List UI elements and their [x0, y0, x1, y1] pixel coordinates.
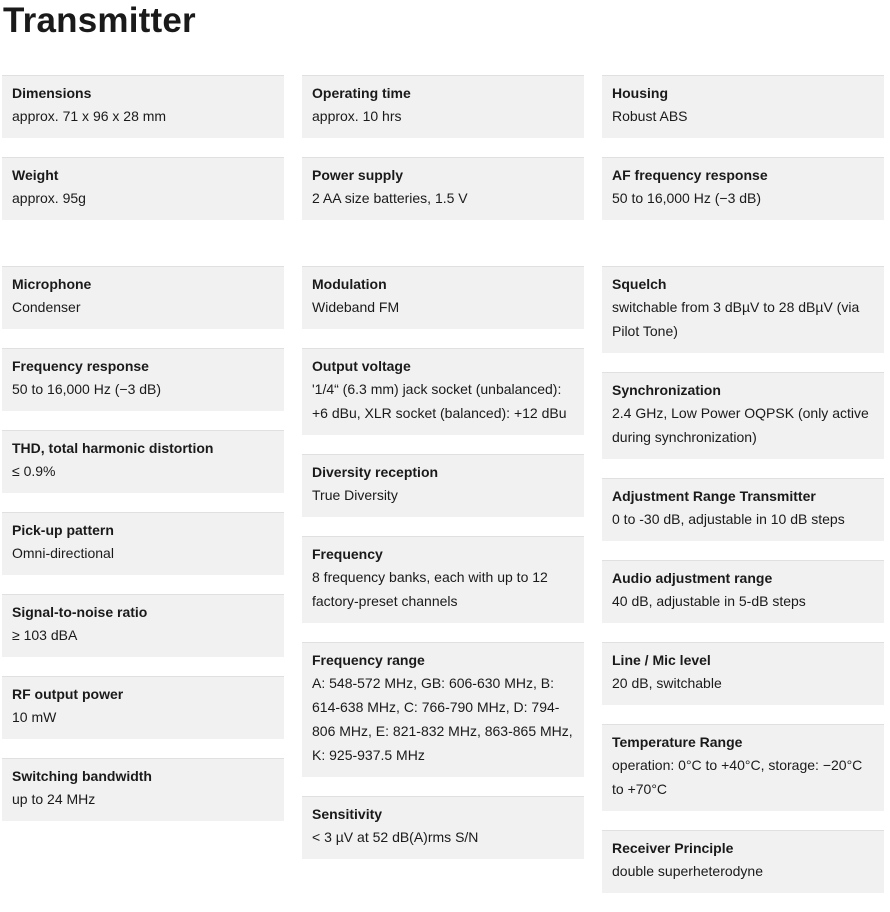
spec-card [302, 157, 584, 220]
spec-value: approx. 71 x 96 x 28 mm [12, 108, 167, 124]
page-title: Transmitter [3, 1, 196, 40]
spec-value: Omni-directional [12, 545, 114, 561]
spec-card [2, 758, 284, 821]
spec-card [602, 724, 884, 811]
spec-value: < 3 µV at 52 dB(A)rms S/N [312, 829, 479, 845]
spec-value: ≥ 103 dBA [12, 627, 78, 643]
spec-value: 10 mW [12, 709, 57, 725]
spec-card [2, 75, 284, 138]
spec-value: Condenser [12, 299, 81, 315]
spec-card [602, 75, 884, 138]
spec-card [302, 796, 584, 859]
spec-value: operation: 0°C to +40°C, storage: −20°C to +70°C [612, 757, 863, 797]
spec-card [2, 266, 284, 329]
spec-label: Weight [12, 167, 59, 183]
spec-label: Dimensions [12, 85, 92, 101]
spec-label: Power supply [312, 167, 404, 183]
spec-value: 2 AA size batteries, 1.5 V [312, 190, 468, 206]
spec-value: approx. 95g [12, 190, 86, 206]
spec-card [302, 75, 584, 138]
spec-label: RF output power [12, 686, 124, 702]
spec-value: 50 to 16,000 Hz (−3 dB) [12, 381, 162, 397]
spec-label: Diversity reception [312, 464, 439, 480]
spec-card [602, 560, 884, 623]
spec-value: 0 to -30 dB, adjustable in 10 dB steps [612, 511, 845, 527]
spec-label: AF frequency response [612, 167, 768, 183]
spec-value: A: 548-572 MHz, GB: 606-630 MHz, B: 614-638 MHz, C: 766-790 MHz, D: 794-806 MHz, E: 821-832 MHz, 863-865 MHz, K: 925-937.5 MHz [312, 675, 573, 763]
spec-value: Wideband FM [312, 299, 400, 315]
spec-label: THD, total harmonic distortion [12, 440, 214, 456]
spec-value: approx. 10 hrs [312, 108, 402, 124]
spec-card [302, 536, 584, 623]
spec-value: Robust ABS [612, 108, 688, 124]
spec-value: 50 to 16,000 Hz (−3 dB) [612, 190, 762, 206]
spec-label: Housing [612, 85, 668, 101]
spec-label: Frequency range [312, 652, 425, 668]
spec-column [602, 75, 884, 239]
spec-label: Line / Mic level [612, 652, 711, 668]
spec-column [302, 266, 584, 878]
spec-card [302, 454, 584, 517]
spec-card [302, 348, 584, 435]
spec-card [2, 594, 284, 657]
spec-label: Temperature Range [612, 734, 743, 750]
spec-label: Frequency response [12, 358, 149, 374]
spec-card [2, 348, 284, 411]
spec-value: True Diversity [312, 487, 398, 503]
spec-label: Output voltage [312, 358, 411, 374]
spec-label: Squelch [612, 276, 667, 292]
spec-value: '1/4“ (6.3 mm) jack socket (unbalanced): +6 dBu, XLR socket (balanced): +12 dBu [312, 381, 567, 421]
spec-value: switchable from 3 dBµV to 28 dBµV (via Pilot Tone) [612, 299, 860, 339]
spec-value: 2.4 GHz, Low Power OQPSK (only active during synchronization) [612, 405, 869, 445]
spec-label: Adjustment Range Transmitter [612, 488, 816, 504]
spec-card [2, 157, 284, 220]
spec-label: Operating time [312, 85, 411, 101]
spec-value: 20 dB, switchable [612, 675, 722, 691]
spec-column [2, 75, 284, 239]
spec-label: Synchronization [612, 382, 721, 398]
spec-value: ≤ 0.9% [12, 463, 56, 479]
spec-card [602, 266, 884, 353]
spec-label: Audio adjustment range [612, 570, 773, 586]
spec-value: up to 24 MHz [12, 791, 96, 807]
spec-label: Receiver Principle [612, 840, 734, 856]
spec-label: Switching bandwidth [12, 768, 152, 784]
spec-card [602, 372, 884, 459]
spec-value: double superheterodyne [612, 863, 764, 879]
spec-column [302, 75, 584, 239]
spec-card [302, 266, 584, 329]
spec-label: Pick-up pattern [12, 522, 114, 538]
spec-card [602, 642, 884, 705]
spec-card [602, 830, 884, 893]
spec-card [602, 157, 884, 220]
spec-card [2, 430, 284, 493]
spec-label: Signal-to-noise ratio [12, 604, 148, 620]
spec-label: Frequency [312, 546, 383, 562]
spec-card [602, 478, 884, 541]
spec-label: Modulation [312, 276, 387, 292]
spec-card [302, 642, 584, 777]
spec-label: Sensitivity [312, 806, 383, 822]
spec-value: 40 dB, adjustable in 5-dB steps [612, 593, 806, 609]
spec-card [2, 676, 284, 739]
spec-label: Microphone [12, 276, 92, 292]
spec-column [602, 266, 884, 912]
spec-value: 8 frequency banks, each with up to 12 factory-preset channels [312, 569, 548, 609]
spec-column [2, 266, 284, 840]
spec-card [2, 512, 284, 575]
